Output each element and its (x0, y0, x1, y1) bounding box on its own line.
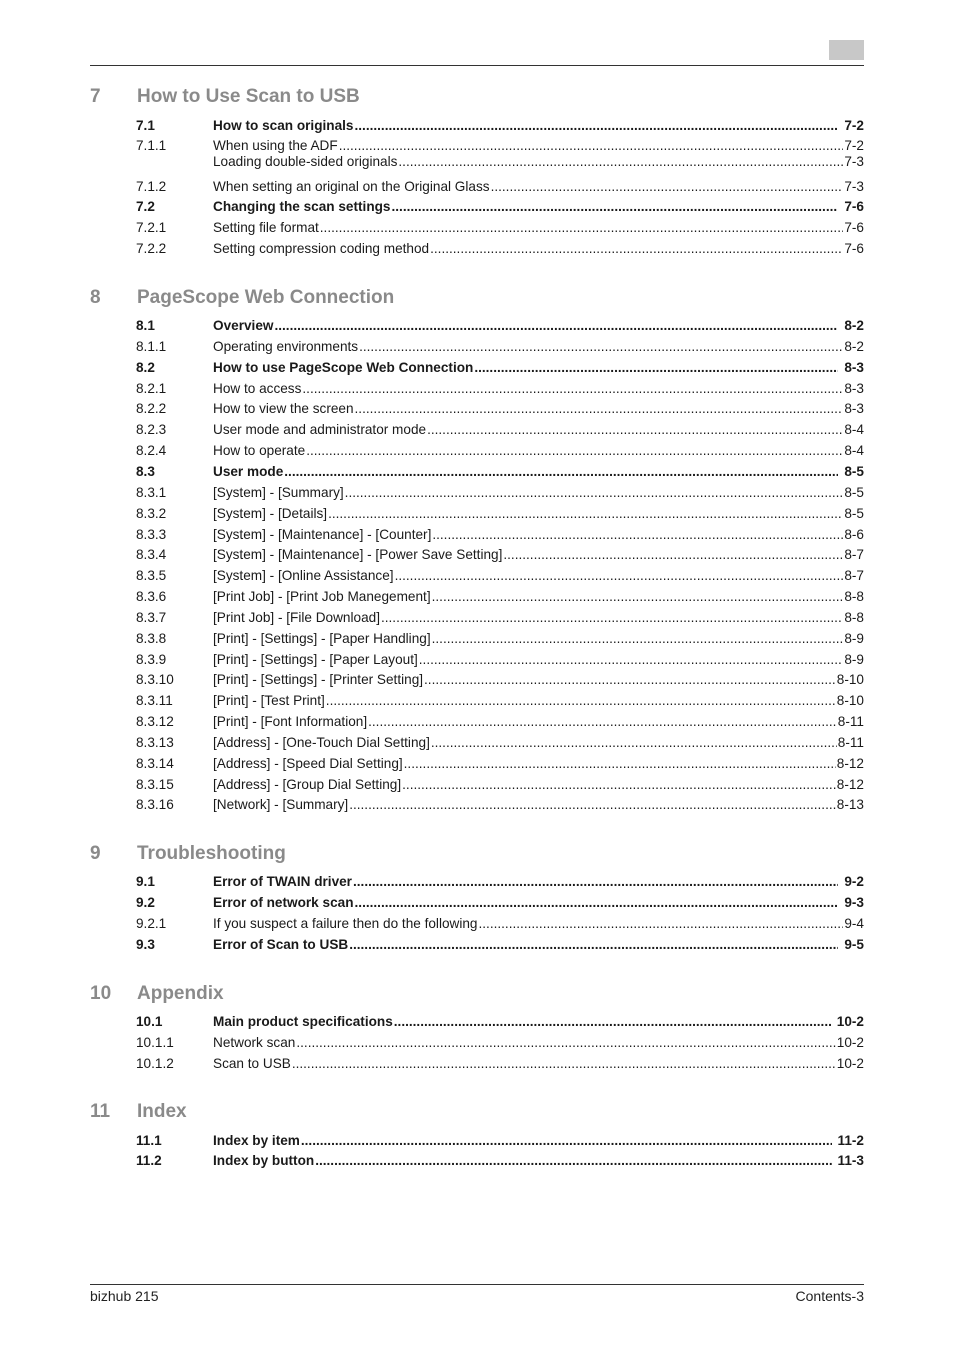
toc-entry (213, 400, 864, 418)
toc-entry (213, 1132, 864, 1150)
toc-section-row[interactable] (136, 463, 864, 481)
toc-entry-title[interactable]: Overview (213, 318, 274, 333)
toc-entry-page[interactable]: 8-12 (836, 756, 864, 771)
toc-entry-title[interactable]: Setting compression coding method (213, 241, 430, 256)
toc-entry-page[interactable]: 8-7 (844, 547, 864, 562)
toc-entry (213, 484, 864, 502)
toc-entry-page[interactable]: 10-2 (836, 1014, 864, 1029)
toc-entry-number: 8.3.14 (136, 756, 174, 771)
toc-entry-number: 8.3.16 (136, 797, 174, 812)
toc-entry-page[interactable]: 8-5 (844, 485, 864, 500)
toc-entry-number: 8.3.9 (136, 652, 167, 667)
toc-entry-title[interactable]: If you suspect a failure then do the following (213, 916, 478, 931)
toc-entry-title[interactable]: [Address] - [One-Touch Dial Setting] (213, 735, 430, 750)
toc-entry (213, 609, 864, 627)
toc-dot-leader (402, 776, 836, 794)
toc-entry-page[interactable]: 8-5 (844, 464, 864, 479)
toc-entry-title[interactable]: How to operate (213, 443, 306, 458)
chapter-title[interactable]: Appendix (137, 983, 224, 1004)
toc-entry-page[interactable]: 8-3 (844, 381, 864, 396)
toc-entry-title[interactable]: [System] - [Maintenance] - [Counter] (213, 527, 432, 542)
toc-subsection-row[interactable] (136, 178, 864, 196)
toc-subsection-row[interactable] (136, 338, 864, 356)
toc-entry (213, 153, 864, 171)
toc-entry-title[interactable]: User mode (213, 464, 284, 479)
toc-entry (213, 117, 864, 135)
toc-entry-page[interactable]: 11-2 (837, 1133, 864, 1148)
toc-dot-leader (479, 915, 844, 933)
toc-dot-leader (345, 484, 844, 502)
toc-subsection-row[interactable] (136, 609, 864, 627)
toc-entry (213, 178, 864, 196)
toc-dot-leader (432, 526, 843, 544)
toc-subsection-row[interactable] (136, 442, 864, 460)
toc-dot-leader (301, 1132, 832, 1150)
toc-entry-title[interactable]: [Print Job] - [File Download] (213, 610, 380, 625)
toc-subsection-row[interactable] (136, 796, 864, 814)
chapter-number: 9 (90, 843, 101, 864)
toc-entry-page[interactable]: 9-4 (844, 916, 864, 931)
toc-entry-page[interactable]: 8-8 (844, 589, 864, 604)
toc-entry-number: 8.3.4 (136, 547, 167, 562)
toc-dot-leader (349, 796, 836, 814)
toc-entry-page[interactable]: 8-2 (844, 339, 864, 354)
toc-subsection-row[interactable] (136, 671, 864, 689)
toc-section-row[interactable] (136, 1013, 864, 1031)
toc-dot-leader (368, 713, 837, 731)
toc-entry (213, 338, 864, 356)
footer-product-name: bizhub 215 (90, 1288, 159, 1304)
toc-entry-page[interactable]: 8-11 (837, 714, 864, 729)
toc-entry (213, 671, 864, 689)
toc-entry (213, 894, 864, 912)
toc-dot-leader (395, 567, 844, 585)
toc-subsection-row[interactable] (136, 692, 864, 710)
toc-entry (213, 526, 864, 544)
toc-entry-number: 8.1.1 (136, 339, 167, 354)
toc-entry-page[interactable]: 8-3 (844, 360, 864, 375)
toc-entry (213, 796, 864, 814)
footer-page-number: Contents-3 (795, 1288, 864, 1304)
toc-subsection-row[interactable] (136, 588, 864, 606)
toc-entry-title[interactable]: Changing the scan settings (213, 199, 391, 214)
toc-entry-title[interactable]: [System] - [Summary] (213, 485, 344, 500)
toc-subsection-row[interactable] (136, 240, 864, 258)
toc-entry-page[interactable]: 7-6 (844, 199, 864, 214)
toc-dot-leader (326, 692, 836, 710)
toc-entry-number: 11.1 (136, 1133, 162, 1148)
toc-dot-leader (292, 1055, 836, 1073)
toc-entry-number: 7.2.2 (136, 241, 167, 256)
toc-subsection-row[interactable] (136, 526, 864, 544)
toc-entry-page[interactable]: 7-2 (844, 118, 864, 133)
toc-entry (213, 734, 864, 752)
toc-entry-page[interactable]: 10-2 (836, 1035, 864, 1050)
toc-entry-number: 8.3.1 (136, 485, 167, 500)
toc-subsection-row[interactable] (136, 421, 864, 439)
toc-entry (213, 692, 864, 710)
toc-subsection-row[interactable] (136, 734, 864, 752)
toc-entry-title[interactable]: Operating environments (213, 339, 359, 354)
toc-dot-leader (431, 734, 837, 752)
toc-entry-title[interactable]: [System] - [Details] (213, 506, 328, 521)
toc-entry-page[interactable]: 10-2 (836, 1056, 864, 1071)
toc-dot-leader (427, 421, 843, 439)
toc-entry-number: 8.1 (136, 318, 155, 333)
toc-entry-title[interactable]: User mode and administrator mode (213, 422, 427, 437)
toc-entry (213, 463, 864, 481)
toc-entry-number: 9.3 (136, 937, 155, 952)
toc-subsection-row[interactable] (136, 630, 864, 648)
toc-entry-page[interactable]: 8-7 (844, 568, 864, 583)
toc-dot-leader (503, 546, 843, 564)
page-corner-marker (829, 40, 864, 60)
toc-dot-leader (274, 317, 838, 335)
toc-dot-leader (284, 463, 838, 481)
toc-entry (213, 505, 864, 523)
toc-section-row[interactable] (136, 1132, 864, 1150)
toc-dot-leader (296, 1034, 835, 1052)
toc-dot-leader (432, 588, 844, 606)
toc-entry-title[interactable]: How to scan originals (213, 118, 354, 133)
toc-entry-title[interactable]: [Address] - [Speed Dial Setting] (213, 756, 403, 771)
toc-entry (213, 915, 864, 933)
toc-dot-leader (398, 153, 843, 171)
toc-entry-title[interactable]: Scan to USB (213, 1056, 291, 1071)
toc-subsection-row[interactable] (136, 1055, 864, 1073)
toc-entry-number: 8.3.13 (136, 735, 174, 750)
toc-section-row[interactable] (136, 873, 864, 891)
toc-dot-leader (474, 359, 838, 377)
toc-section-row[interactable] (136, 359, 864, 377)
toc-entry-number: 8.3.6 (136, 589, 167, 604)
toc-subsection-row[interactable] (136, 380, 864, 398)
toc-dot-leader (381, 609, 843, 627)
toc-subsection-row[interactable] (136, 755, 864, 773)
toc-entry-title[interactable]: Main product specifications (213, 1014, 393, 1029)
toc-dot-leader (491, 178, 844, 196)
header-rule (90, 65, 864, 66)
toc-subsection-row[interactable] (136, 567, 864, 585)
toc-entry-number: 8.2.2 (136, 401, 167, 416)
toc-entry-page[interactable]: 8-9 (844, 631, 864, 646)
toc-dot-leader (355, 894, 839, 912)
toc-entry-number: 8.3.10 (136, 672, 174, 687)
toc-entry (213, 588, 864, 606)
chapter-number: 10 (90, 983, 112, 1004)
toc-dot-leader (349, 936, 838, 954)
toc-entry (213, 873, 864, 891)
toc-dot-leader (306, 442, 843, 460)
toc-entry-number: 8.3.5 (136, 568, 167, 583)
toc-entry (213, 567, 864, 585)
toc-section-row[interactable] (136, 1152, 864, 1170)
toc-section-row[interactable] (136, 936, 864, 954)
toc-entry-title[interactable]: How to use PageScope Web Connection (213, 360, 474, 375)
toc-entry-title[interactable]: [Print] - [Font Information] (213, 714, 368, 729)
toc-entry-number: 7.1.1 (136, 138, 167, 153)
toc-section-row[interactable] (136, 198, 864, 216)
toc-entry-title[interactable]: [Print Job] - [Print Job Manegement] (213, 589, 431, 604)
toc-entry (213, 1034, 864, 1052)
toc-dot-leader (328, 505, 843, 523)
chapter-heading (90, 1101, 864, 1125)
toc-section-row[interactable] (136, 317, 864, 335)
toc-dot-leader (359, 338, 843, 356)
toc-entry-title[interactable]: Index by item (213, 1133, 300, 1148)
chapter-title[interactable]: Troubleshooting (137, 843, 286, 864)
toc-entry (213, 1055, 864, 1073)
toc-entry (213, 776, 864, 794)
toc-entry-number: 8.3.11 (136, 693, 173, 708)
toc-entry-title[interactable]: Index by button (213, 1153, 315, 1168)
toc-entry-number: 11.2 (136, 1153, 162, 1168)
toc-entry-page[interactable]: 8-4 (844, 443, 864, 458)
toc-subsection-row[interactable] (136, 219, 864, 237)
toc-dot-leader (355, 400, 844, 418)
toc-entry-number: 8.2.1 (136, 381, 167, 396)
toc-subsection-row[interactable] (136, 400, 864, 418)
toc-entry-number: 7.2.1 (136, 220, 167, 235)
toc-entry-page[interactable]: 8-13 (836, 797, 864, 812)
toc-entry (213, 421, 864, 439)
toc-entry-page[interactable]: 7-6 (844, 241, 864, 256)
toc-entry-title[interactable]: [System] - [Maintenance] - [Power Save Setting] (213, 547, 503, 562)
toc-dot-leader (355, 117, 839, 135)
toc-entry (213, 219, 864, 237)
toc-entry-page[interactable]: 8-6 (844, 527, 864, 542)
toc-subsection-row[interactable] (136, 546, 864, 564)
chapter-number: 11 (90, 1101, 111, 1122)
toc-entry-title[interactable]: How to access (213, 381, 302, 396)
toc-entry (213, 442, 864, 460)
toc-entry-title[interactable]: [Print] - [Settings] - [Paper Handling] (213, 631, 431, 646)
toc-dot-leader (419, 651, 844, 669)
toc-entry-number: 7.1.2 (136, 179, 167, 194)
toc-entry-title[interactable]: Error of Scan to USB (213, 937, 349, 952)
toc-entry-title[interactable]: [Network] - [Summary] (213, 797, 349, 812)
toc-entry-page[interactable]: 7-3 (844, 179, 864, 194)
toc-entry (213, 198, 864, 216)
toc-entry-number: 8.3.7 (136, 610, 167, 625)
toc-entry-title[interactable]: [System] - [Online Assistance] (213, 568, 394, 583)
toc-entry-number: 7.1 (136, 118, 155, 133)
toc-subsection-row[interactable] (136, 776, 864, 794)
chapter-title[interactable]: How to Use Scan to USB (137, 86, 360, 107)
toc-entry-page[interactable]: 8-11 (837, 735, 864, 750)
toc-dot-leader (315, 1152, 831, 1170)
toc-entry-number: 8.3.8 (136, 631, 167, 646)
toc-subsection-row[interactable] (136, 484, 864, 502)
toc-entry-number: 9.2 (136, 895, 155, 910)
toc-entry-number: 8.2.4 (136, 443, 167, 458)
toc-entry-page[interactable]: 9-5 (844, 937, 864, 952)
toc-entry-number: 8.3.2 (136, 506, 167, 521)
toc-dot-leader (404, 755, 836, 773)
toc-entry-number: 9.1 (136, 874, 155, 889)
chapter-heading (90, 983, 864, 1007)
toc-subsection-row[interactable] (136, 1034, 864, 1052)
toc-dot-leader (394, 1013, 831, 1031)
toc-entry-number: 8.3 (136, 464, 155, 479)
toc-section-row[interactable] (136, 117, 864, 135)
toc-entry-title[interactable]: When setting an original on the Original Glass (213, 179, 490, 194)
toc-entry-title[interactable]: Error of network scan (213, 895, 354, 910)
toc-entry-number: 9.2.1 (136, 916, 167, 931)
toc-entry-page[interactable]: 7-3 (844, 154, 864, 169)
toc-entry-page[interactable]: 8-2 (844, 318, 864, 333)
toc-entry (213, 317, 864, 335)
chapter-number: 7 (90, 86, 101, 107)
toc-entry (213, 240, 864, 258)
chapter-heading (90, 287, 864, 311)
toc-subsection-row[interactable] (136, 713, 864, 731)
toc-entry-title[interactable]: Loading double-sided originals (213, 154, 398, 169)
toc-entry-number: 10.1.1 (136, 1035, 174, 1050)
toc-entry-title[interactable]: [Address] - [Group Dial Setting] (213, 777, 402, 792)
toc-dot-leader (424, 671, 836, 689)
toc-entry (213, 713, 864, 731)
toc-entry (213, 755, 864, 773)
toc-dot-leader (392, 198, 839, 216)
toc-entry-number: 8.3.3 (136, 527, 167, 542)
toc-dot-leader (430, 240, 843, 258)
toc-entry-page[interactable]: 8-5 (844, 506, 864, 521)
toc-entry-page[interactable]: 8-12 (836, 777, 864, 792)
toc-entry-title[interactable]: Network scan (213, 1035, 296, 1050)
chapter-title[interactable]: PageScope Web Connection (137, 287, 395, 308)
toc-entry (213, 380, 864, 398)
toc-subsection-row[interactable] (136, 505, 864, 523)
chapter-heading (90, 843, 864, 867)
toc-entry (213, 1013, 864, 1031)
toc-entry (213, 546, 864, 564)
toc-entry-title[interactable]: [Print] - [Test Print] (213, 693, 325, 708)
toc-entry-page[interactable]: 8-3 (844, 401, 864, 416)
toc-entry-number: 8.2.3 (136, 422, 167, 437)
toc-entry (213, 1152, 864, 1170)
toc-entry-page[interactable]: 8-10 (836, 693, 864, 708)
toc-dot-leader (302, 380, 843, 398)
chapter-heading (90, 86, 864, 110)
toc-entry (213, 359, 864, 377)
toc-subsection-row[interactable] (136, 153, 864, 171)
chapter-title[interactable]: Index (137, 1101, 187, 1122)
toc-entry-title[interactable]: When using the ADF (213, 138, 338, 153)
toc-entry-page[interactable]: 7-2 (844, 138, 864, 153)
toc-entry-page[interactable]: 11-3 (837, 1153, 864, 1168)
toc-dot-leader (320, 219, 844, 237)
toc-entry-number: 10.1 (136, 1014, 163, 1029)
toc-entry-title[interactable]: Setting file format (213, 220, 319, 235)
toc-entry-page[interactable]: 8-8 (844, 610, 864, 625)
toc-entry (213, 651, 864, 669)
toc-entry-page[interactable]: 8-10 (836, 672, 864, 687)
toc-entry-page[interactable]: 8-4 (844, 422, 864, 437)
chapter-number: 8 (90, 287, 101, 308)
toc-entry-title[interactable]: [Print] - [Settings] - [Printer Setting] (213, 672, 424, 687)
toc-entry (213, 630, 864, 648)
toc-entry-title[interactable]: Error of TWAIN driver (213, 874, 352, 889)
toc-entry-title[interactable]: How to view the screen (213, 401, 354, 416)
toc-entry (213, 936, 864, 954)
toc-entry-page[interactable]: 9-2 (844, 874, 864, 889)
toc-subsection-row[interactable] (136, 915, 864, 933)
toc-entry-number: 8.2 (136, 360, 155, 375)
toc-entry-title[interactable]: [Print] - [Settings] - [Paper Layout] (213, 652, 418, 667)
toc-section-row[interactable] (136, 894, 864, 912)
toc-entry-page[interactable]: 7-6 (844, 220, 864, 235)
toc-entry-page[interactable]: 8-9 (844, 652, 864, 667)
toc-dot-leader (432, 630, 844, 648)
toc-entry-number: 8.3.12 (136, 714, 174, 729)
toc-entry-number: 8.3.15 (136, 777, 174, 792)
footer-rule (90, 1284, 864, 1285)
toc-entry-number: 10.1.2 (136, 1056, 174, 1071)
toc-subsection-row[interactable] (136, 651, 864, 669)
toc-entry-page[interactable]: 9-3 (844, 895, 864, 910)
toc-dot-leader (353, 873, 838, 891)
toc-entry-number: 7.2 (136, 199, 155, 214)
